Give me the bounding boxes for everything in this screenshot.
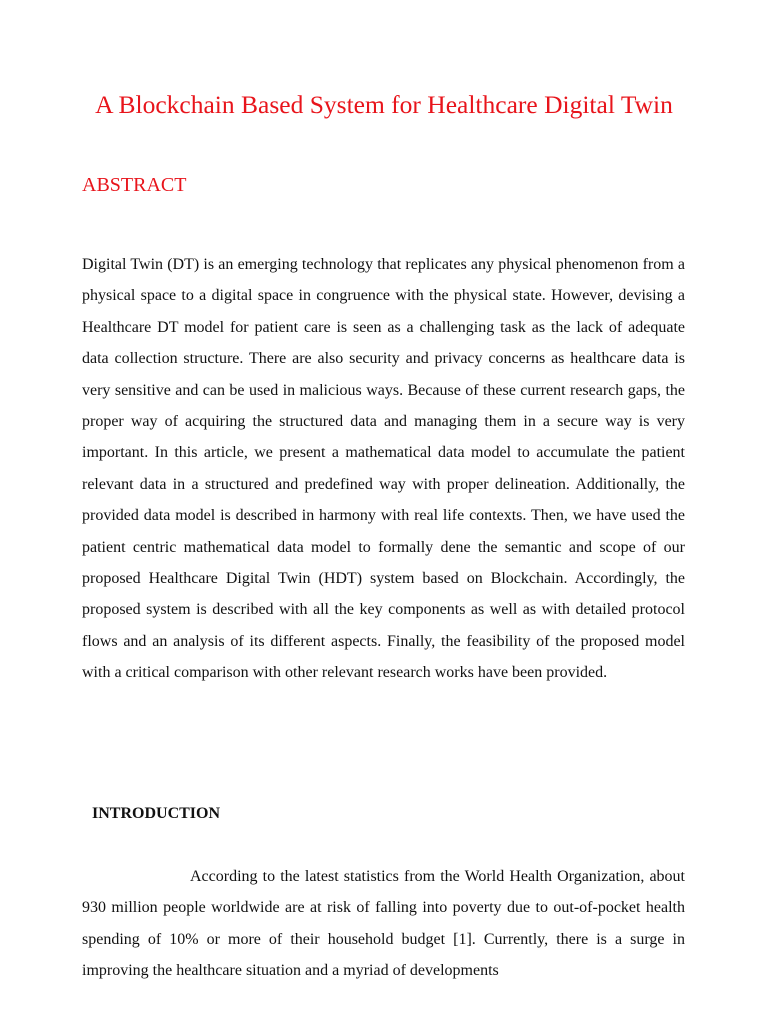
abstract-paragraph: Digital Twin (DT) is an emerging technology that replicates any physical phenomenon from a physical space to a digital space in congruence with the physical state. However, devising a Healthcare DT model for patient care is seen as a challenging task as the lack of adequate data collection structure. There are also security and privacy concerns as healthcare data is very sensitive and can be used in malicious ways. Because of these current research gaps, the proper way of acquiring the structured data and managing them in a secure way is very important. In this article, we present a mathematical data model to accumulate the patient relevant data in a structured and predefined way with proper delineation. Additionally, the provided data model is described in harmony with real life contexts. Then, we have used the patient centric mathematical data model to formally dene the semantic and scope of our proposed Healthcare Digital Twin (HDT) system based on Blockchain. Accordingly, the proposed system is described with all the key components as well as with detailed protocol flows and an analysis of its different aspects. Finally, the feasibility of the proposed model with a critical comparison with other relevant research works have been provided. [82,256,685,682]
introduction-paragraph: According to the latest statistics from the World Health Organization, about 930 million people worldwide are at risk of falling into poverty due to out-of-pocket health spending of 10% or more of their household budget [1]. Currently, there is a surge in improving the healthcare situation and a myriad of developments [82,868,685,980]
paper-title: A Blockchain Based System for Healthcare Digital Twin [95,90,673,119]
abstract-heading: ABSTRACT [82,174,187,196]
introduction-heading: INTRODUCTION [92,805,221,822]
